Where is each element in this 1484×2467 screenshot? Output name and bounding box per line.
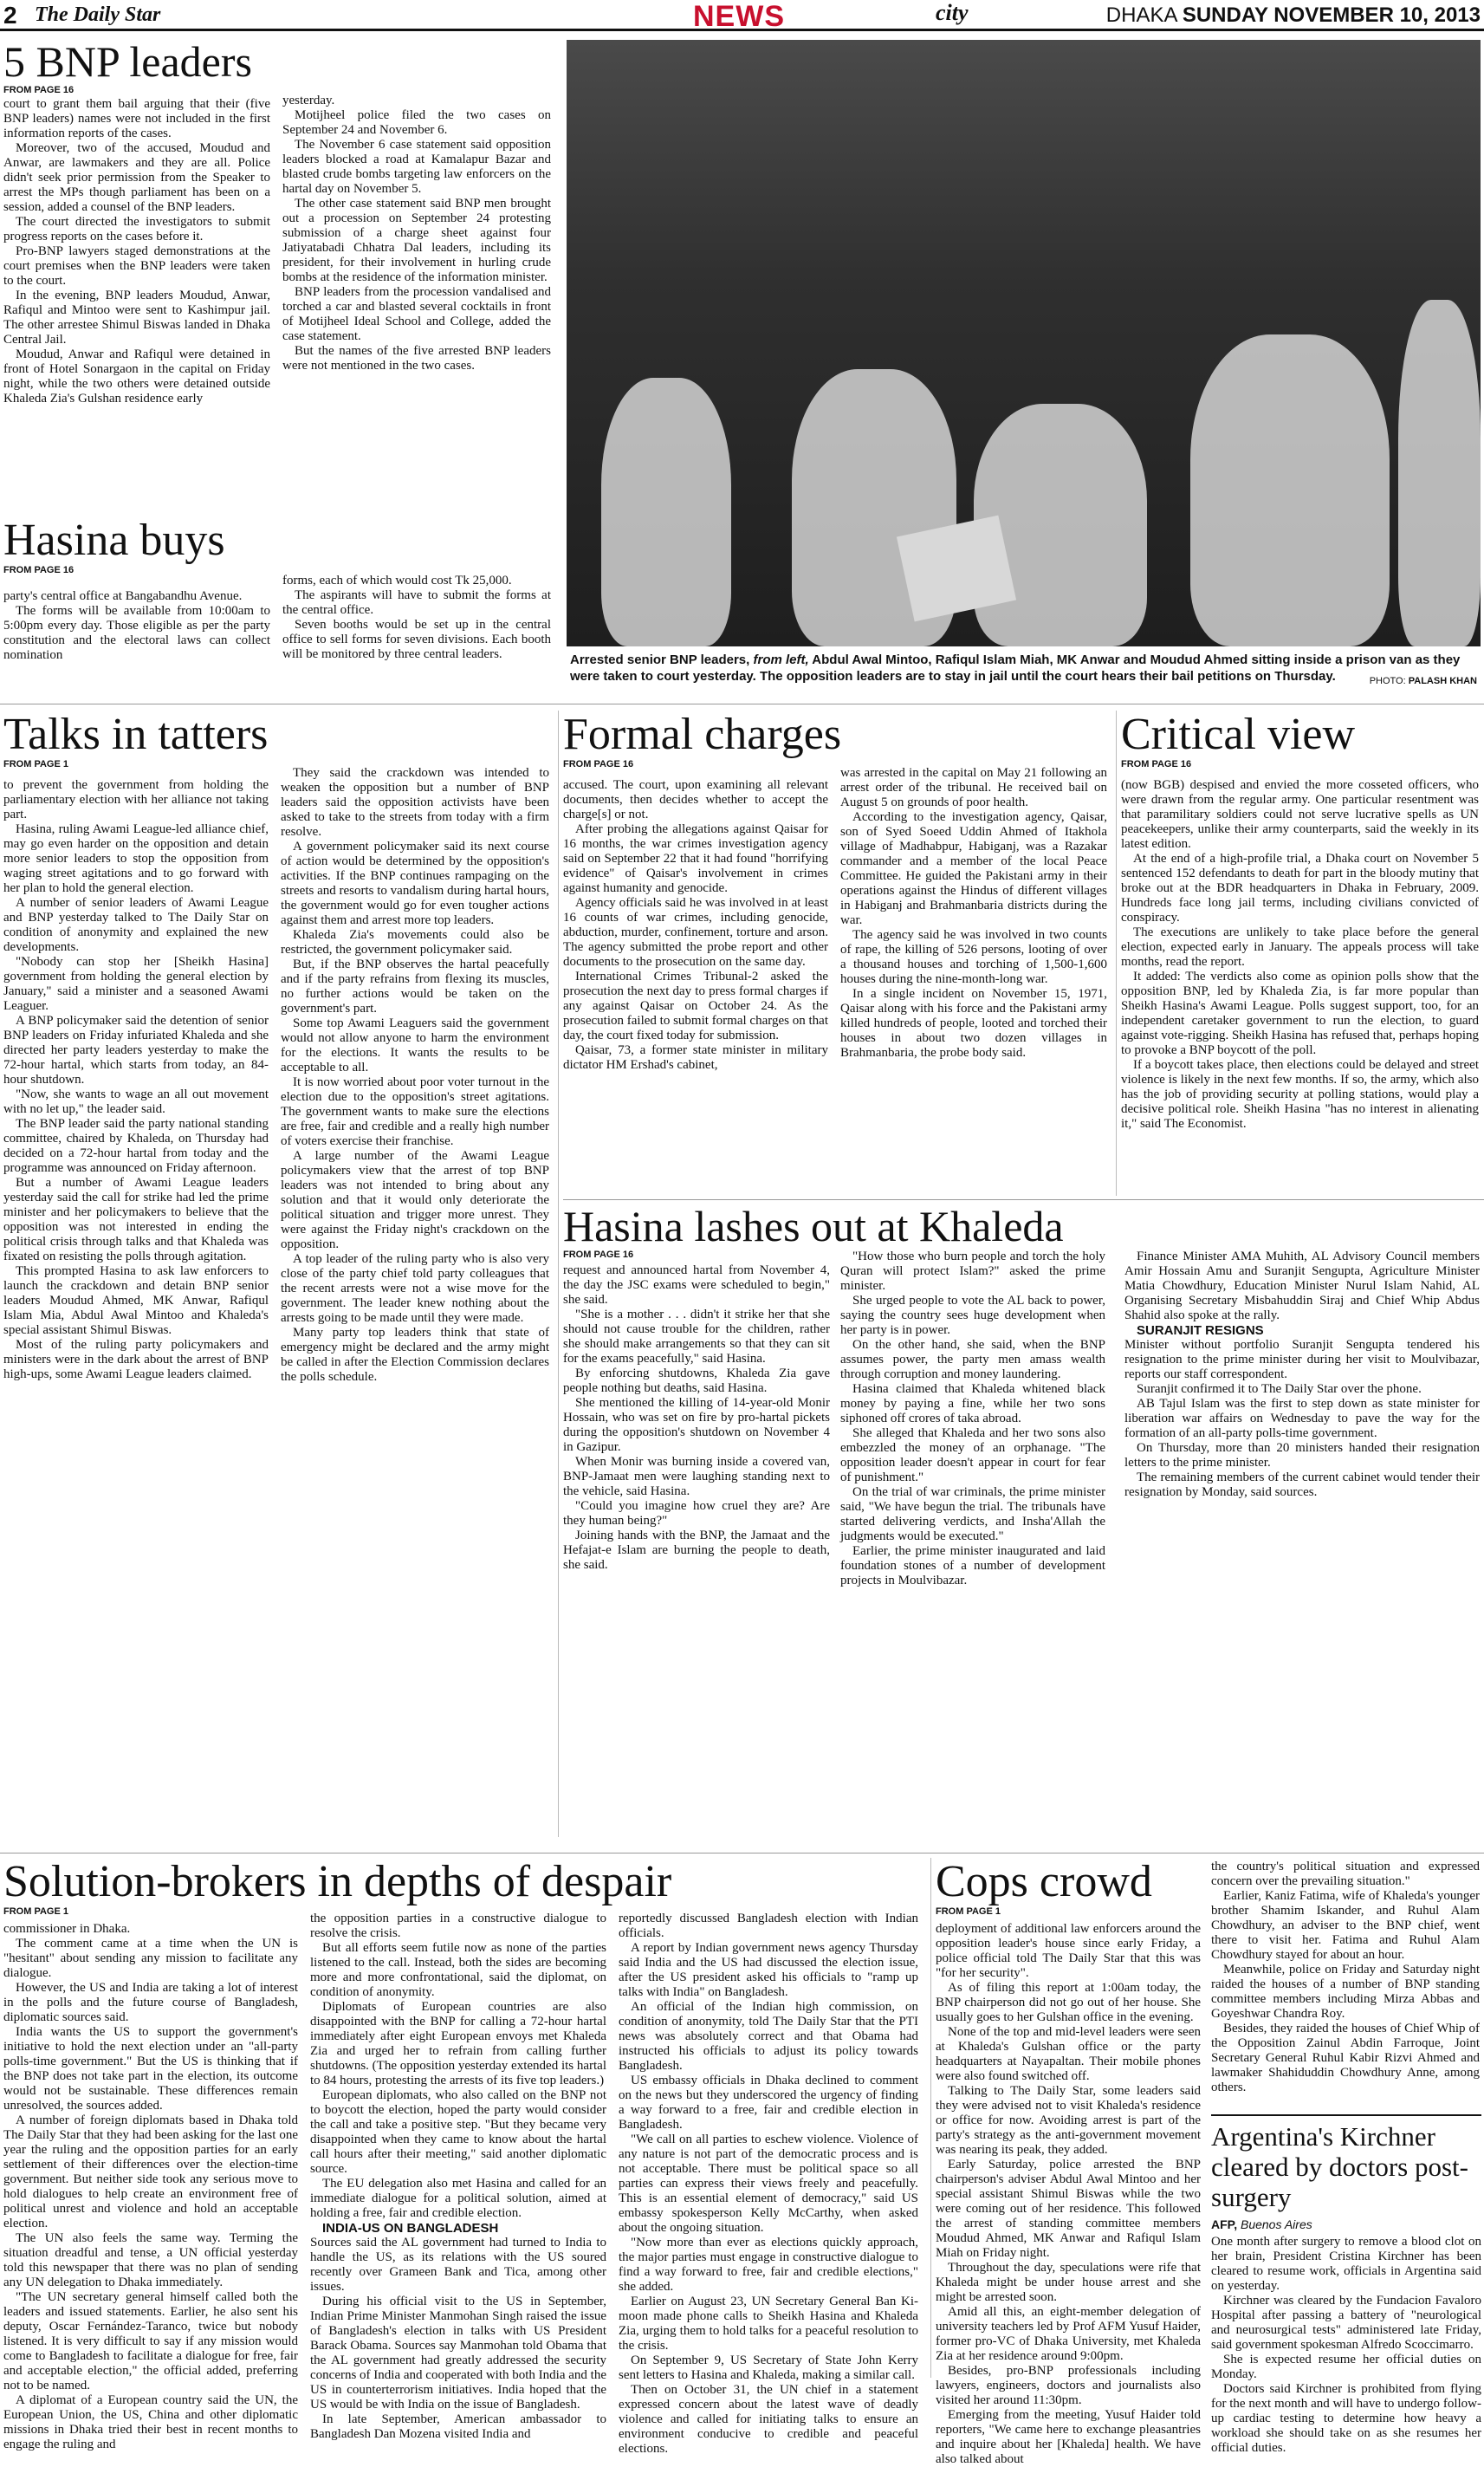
article-argentina-kirchner [1211, 2114, 1481, 2455]
from-page-label: FROM PAGE 1 [3, 1906, 68, 1917]
headline: Hasina lashes out at Khaleda [563, 1202, 1064, 1250]
from-page-label: FROM PAGE 16 [563, 759, 634, 769]
article-hasina-buys [3, 518, 554, 688]
article-critical-view [1121, 712, 1481, 1198]
headline: Formal charges [563, 710, 842, 759]
column-1: party's central office at Bangabandhu Avenue. The forms will be available from 10:00am to 5:00pm every day. Those eligible as per the party constitution and the electoral laws can collect nomination [3, 589, 270, 662]
column-1: commissioner in Dhaka. The comment came at a time when the UN is "hesitant" about sending any mission to facilitate any dialogue. However, the US and India are taking a lot of interest in the polls and the future course of Bangladesh, diplomatic sources said. India wants the US to support the government's initiative to hold the next election under an "all-party polls-time government." But the US is thinking that if the BNP does not take part in the election, its outcome would not be sustainable. These differences remain unresolved, the sources added. A number of foreign diplomats based in Dhaka told The Daily Star that they had been asking for the last one year the ruling and the opposition parties for an early settlement of their differences over the election-time government. But neither side took any serious move to hold dialogues to help create an environment free of political unrest and violence and hold an acceptable election. The UN also feels the same way. Terming the situation dreadful and tense, a UN official yesterday told this newspaper that there was no plan of sending any UN delegation to Dhaka immediately. "The UN secretary general himself called both the leaders and issued statements. Earlier, he also sent his deputy, Oscar Fernández-Taranco, twice but nobody listened. It is very difficult to say if any mission would come to Bangladesh to facilitate a dialogue for free, fair and acceptable election," the official added, preferring not to be named. A diplomat of a European country said the UN, the European Union, the US, China and other diplomatic missions in Dhaka tried their best in recent months to engage the ruling and [3, 1922, 298, 2451]
headline: Solution-brokers in depths of despair [3, 1857, 672, 1906]
column-rule [930, 1858, 931, 2378]
headline: Argentina's Kirchner cleared by doctors post-surgery [1211, 2121, 1468, 2212]
from-page-label: FROM PAGE 16 [3, 85, 75, 95]
subhead: SURANJIT RESIGNS [1137, 1323, 1264, 1338]
photo-credit: PHOTO: PALASH KHAN [1369, 676, 1477, 686]
article-body: One month after surgery to remove a blood clot on her brain, President Cristina Kirchner has been cleared to resume work, officials in Argentina said on yesterday. Kirchner was cleared by the Fundacion Favaloro Hospital after passing a battery of "neurological and neurosurgical tests" administered late Friday, said government spokesman Alfredo Scoccimarro. She is expected resume her official duties on Monday. Doctors said Kirchner is prohibited from flying for the next month and will have to undergo follow-up cardiac testing to determine how heavy a workload she should take on as she resumes her official duties. [1211, 2235, 1481, 2455]
divider [563, 1199, 1484, 1200]
headline: Hasina buys [3, 516, 225, 565]
from-page-label: FROM PAGE 16 [563, 1250, 634, 1260]
page-number: 2 [3, 2, 17, 29]
column-2: They said the crackdown was intended to weaken the opposition but a number of BNP leaders said the opposition activists have been asked to take to the streets from today with a firm resolve. A government policymaker said its next course of action would be determined by the opposition's activities. If the BNP continues rampaging on the streets and resorts to vandalism during hartal hours, the government would go for even tougher actions against them and arrest more top leaders. Khaleda Zia's movements could also be restricted, the government policymaker said. But, if the BNP observes the hartal peacefully and if the party refrains from flexing its muscles, no further actions would be taken on the government's part. Some top Awami Leaguers said the government would not allow anyone to harm the environment for the elections. It wants the results to be acceptable to all. It is now worried about poor voter turnout in the election due to the opposition's street agitations. The government wants to make sure the elections are free, fair and credible and a really high number of voters exercise their franchise. A large number of the Awami League policymakers view that the arrest of top BNP leaders was not intended to bring about any solution and that it would only deteriorate the political situation and trigger more unrest. They were against the Friday night's crackdown on the opposition. A top leader of the ruling party who is also very close of the party chief told party colleagues that the recent arrests were not a wise move for the government. The leader knew nothing about the arrests going to be made until they were made. Many party top leaders think that state of emergency might be declared and the army might be called in after the Election Commission declares the polls schedule. [281, 766, 549, 1384]
column-2: "How those who burn people and torch the holy Quran will protect Islam?" asked the prime minister. She urged people to vote the AL back to power, saying the country sees huge development when her party is in power. On the other hand, she said, when the BNP assumes power, the party men amass wealth through corruption and money laundering. Hasina claimed that Khaleda whitened black money by paying a fine, while her two sons siphoned off crores of taka abroad. She alleged that Khaleda and her two sons also embezzled the money of an orphanage. "The opposition leader doesn't appear in court for fear of punishment." On the trial of war criminals, the prime minister said, "We have begun the trial. The tribunals have started delivering verdicts, and Insha'Allah the judgments would be executed." Earlier, the prime minister inaugurated and laid foundation stones of a number of development projects in Moulvibazar. [840, 1250, 1105, 1587]
column-2: the country's political situation and expressed concern over the prevailing situation." Earlier, Kaniz Fatima, wife of Khaleda's younger brother Shamim Iskander, and Ruhul Alam Chowdhury, an adviser to the BNP chief, went there to visit her. Fatima and Ruhul Alam Chowdhury stayed for about an hour. Meanwhile, police on Friday and Saturday night raided the houses of a number of BNP standing committee members including Mirza Abbas and Goyeshwar Chandra Roy. Besides, they raided the houses of Chief Whip of the Opposition Zainul Abdin Farroque, Joint Secretary General Ruhul Kabir Rizvi Ahmed and lawmaker Shahiduddin Chowdhury Anne, among others. [1211, 1860, 1480, 2094]
from-page-label: FROM PAGE 16 [3, 565, 75, 575]
column-rule [558, 711, 559, 1837]
headline: Talks in tatters [3, 710, 269, 759]
column-3: Finance Minister AMA Muhith, AL Advisory Council members Amir Hossain Amu and Suranjit Sengupta, Agriculture Minister Matia Chowdhury, Education Minister Nurul Islam Nahid, AL Organising Secretary Misbahuddin Siraj and Chief Whip Abdus Shahid also spoke at the rally. SURANJIT RESIGNS Minister without portfolio Suranjit Sengupta tendered his resignation to the prime minister during her visit to Moulvibazar, reports our staff correspondent. Suranjit confirmed it to The Daily Star over the phone. AB Tajul Islam was the first to step down as state minister for liberation war affairs on Wednesday to pave the way for the formation of an all-party polls-time government. On Thursday, more than 20 ministers handed their resignation letters to the prime minister. The remaining members of the current cabinet would tender their resignation by Monday, said sources. [1124, 1250, 1480, 1499]
article-formal-charges [563, 712, 1109, 1198]
byline: AFP, Buenos Aires [1211, 2217, 1312, 2231]
column-3: reportedly discussed Bangladesh election with Indian officials. A report by Indian government news agency Thursday said India and the US had discussed the election issue, after the US president asked his officials to "ramp up talks with India" on Bangladesh. An official of the Indian high commission, on condition of anonymity, told The Daily Star that the PTI news was absolutely correct and that Obama had instructed his officials to adjust its policy towards Bangladesh. US embassy officials in Dhaka declined to comment on the news but they underscored the urgency of finding a way forward to a free, fair and credible election in Bangladesh. "We call on all parties to eschew violence. Violence of any nature is not part of the democratic process and is not acceptable. There must be political space so all parties can express their views freely and peacefully. This is an essential element of democracy," said US embassy spokesperson Kelly McCarthy, when asked about the ongoing situation. "Now more than ever as elections quickly approach, the major parties must engage in constructive dialogue to find a way forward to free, fair and credible elections," she added. Earlier on August 23, UN Secretary General Ban Ki-moon made phone calls to Sheikh Hasina and Khaleda Zia, urging them to hold talks for a peaceful resolution to the crisis. On September 9, US Secretary of State John Kerry sent letters to Hasina and Khaleda, making a similar call. Then on October 31, the UN chief in a statement expressed concern about the latest wave of deadly violence and called for initiating talks to ensure an environment conducive to credible and peaceful elections. [619, 1912, 918, 2456]
headline: Critical view [1121, 710, 1356, 759]
column-2: yesterday. Motijheel police filed the two cases on September 24 and November 6. The November 6 case statement said opposition leaders blocked a road at Kamalapur Bazar and blasted crude bombs targeting law enforcers on the hartal day on November 5. The other case statement said BNP men brought out a procession on September 24 protesting submission of a charge sheet against four Jatiyatabadi Chhatra Dal leaders, including its president, for their involvement in hurling crude bombs at the residence of the information minister. BNP leaders from the procession vandalised and torched a car and blasted several cocktails in front of Motijheel Ideal School and College, added the case statement. But the names of the five arrested BNP leaders were not mentioned in the two cases. [282, 94, 551, 373]
column-1: court to grant them bail arguing that their (five BNP leaders) names were not included in the first information reports of the cases. Moreover, two of the accused, Moudud and Anwar, are lawmakers and they are all. Police didn't seek prior permission from the Speaker to arrest the MPs though parliament has been on a session, added a counsel of the BNP leaders. The court directed the investigators to submit progress reports on the cases before it. Pro-BNP lawyers staged demonstrations at the court premises when the BNP leaders were taken to the court. In the evening, BNP leaders Moudud, Anwar, Rafiqul and Mintoo were sent to Kashimpur jail. The other arrestee Shimul Biswas landed in Dhaka Central Jail. Moudud, Anwar and Rafiqul were detained in front of Hotel Sonargaon in the capital on Friday night, while the two others were detained outside Khaleda Zia's Gulshan residence early [3, 97, 270, 406]
article-hasina-lashes-out [563, 1204, 1481, 1846]
column-1: deployment of additional law enforcers around the opposition leader's house since early Friday, a police official told The Daily Star that this was "for her security". As of filing this report at 1:00am today, the BNP chairperson did not go out of her house. She usually goes to her Gulshan office in the evening. None of the top and mid-level leaders were seen at Khaleda's Gulshan office or the party headquarters at Nayapaltan. Their mobile phones were also found switched off. Talking to The Daily Star, some leaders said they were advised not to visit Khaleda's residence or office for now. Avoiding arrest is part of the party's strategy as the anti-government movement was nearing its peak, they added. Early Saturday, police arrested the BNP chairperson's adviser Abdul Awal Mintoo and her special assistant Shimul Biswas while the two were coming out of her residence. This followed the arrest of standing committee members Moudud Ahmed, MK Anwar and Rafiqul Islam Miah on Friday night. Throughout the day, speculations were rife that Khaleda might be under house arrest and she might be arrested soon. Amid all this, an eight-member delegation of university teachers led by Prof AFM Yusuf Haider, former pro-VC of Dhaka University, met Khaleda Zia at her residence around 9:00pm. Besides, pro-BNP professionals including lawyers, engineers, doctors and journalists also visited her around 11:30pm. Emerging from the meeting, Yusuf Haider told reporters, "We came here to exchange pleasantries and inquire about her [Khaleda] health. We have also talked about [936, 1922, 1201, 2466]
column-1: accused. The court, upon examining all relevant documents, then decides whether to accept the charge[s] or not. After probing the allegations against Qaisar for 16 months, the war crimes investigation agency said on September 22 that it had found "horrifying evidence" of Qaisar's involvement in crimes against humanity and genocide. Agency officials said he was involved in at least 16 counts of war crimes, including genocide, abduction, murder, confinement, torture and arson. The agency submitted the probe report and other documents to the prosecution on the same day. International Crimes Tribunal-2 asked the prosecution the next day to press formal charges if any against Qaisar on October 24. As the prosecution failed to submit formal charges on that day, the court fixed today for submission. Qaisar, 73, a former state minister in military dictator HM Ershad's cabinet, [563, 778, 828, 1072]
column-2: forms, each of which would cost Tk 25,000. The aspirants will have to submit the forms at the central office. Seven booths would be set up in the central office to sell forms for seven divisions. Each booth will be monitored by three central leaders. [282, 574, 551, 661]
from-page-label: FROM PAGE 1 [936, 1906, 1001, 1917]
article-solution-brokers [3, 1857, 922, 2456]
from-page-label: FROM PAGE 1 [3, 759, 68, 769]
page-header [0, 0, 1484, 31]
article-talks-in-tatters [3, 712, 551, 1847]
from-page-label: FROM PAGE 16 [1121, 759, 1192, 769]
column-2: was arrested in the capital on May 21 following an arrest order of the tribunal. He received bail on August 5 on grounds of poor health. According to the investigation agency, Qaisar, son of Syed Soeed Uddin Ahmed of Itakhola village of Madhabpur, Habiganj, was a Razakar commander and a member of the local Peace Committee. He guided the Pakistani army in their operations against the Hindus of different villages in Habiganj and Brahmanbaria districts during the war. The agency said he was involved in two counts of rape, the killing of 526 persons, looting of over a thousand houses and torching of 1,500-1,600 houses during the nine-month-long war. In a single incident on November 15, 1971, Qaisar along with his force and the Pakistani army killed hundreds of people, looted and torched their houses in about two dozen villages in Brahmanbaria, the probe body said. [840, 766, 1107, 1060]
section-label: NEWS [693, 0, 785, 33]
subhead: INDIA-US ON BANGLADESH [322, 2221, 499, 2236]
column-1: to prevent the government from holding the parliamentary election with her alliance not taking part. Hasina, ruling Awami League-led alliance chief, may go even harder on the opposition and detain more senior leaders to stop the opposition from waging street agitations and to go forward with her plan to hold the general election. A number of senior leaders of Awami League and BNP yesterday talked to The Daily Star on condition of anonymity and explained the new developments. "Nobody can stop her [Sheikh Hasina] government from holding the general election by January," said a minister and a seasoned Awami Leaguer. A BNP policymaker said the detention of senior BNP leaders on Friday infuriated Khaleda and she directed her party leaders yesterday to make the 72-hour hartal, which starts from today, an 84-hour shutdown. "Now, she wants to wage an all out movement with no let up," the leader said. The BNP leader said the party national standing committee, chaired by Khaleda, on Thursday had decided on a 72-hour hartal from today and the programme was announced on Friday afternoon. But a number of Awami League leaders yesterday said the call for strike had led the prime minister and her policymakers to believe that the opposition was not interested in ending the political crisis through talks and that Khaleda was fixated on resisting the polls through agitation. This prompted Hasina to ask law enforcers to launch the crackdown and detain BNP senior leaders Moudud Ahmed, MK Anwar, Rafiqul Islam Mia, Abdul Awal Mintoo and Khaleda's special assistant Shimul Biswas. Most of the ruling party policymakers and ministers were in the dark about the arrest of BNP high-ups, some Awami League leaders claimed. [3, 778, 269, 1381]
subsection-label: city [936, 0, 969, 25]
photo-caption: Arrested senior BNP leaders, from left, Abdul Awal Mintoo, Rafiqul Islam Miah, MK Anwar and Moudud Ahmed sitting inside a prison van as they were taken to court yesterday. The opposition leaders are to stay in jail until the court hears their bail petitions on Thursday. [570, 652, 1461, 684]
headline: 5 BNP leaders [3, 37, 252, 86]
column-1: (now BGB) despised and envied the more cosseted officers, who were drawn from the regular army. One particular resentment was that paramilitary soldiers could not serve lucrative spells as UN peacekeepers, unlike their army counterparts, said the weekly in its latest edition. At the end of a high-profile trial, a Dhaka court on November 5 sentenced 152 defendants to death for part in the bloody mutiny that broke out at the BDR headquarters in Dhaka in February, 2009. Hundreds face long jail terms, including civilians convicted of conspiracy. The executions are unlikely to take place before the general election, expected early in January. The appeals process will take months, read the report. It added: The verdicts also come as opinion polls show that the opposition BNP, led by Khaleda Zia, is far more popular than Sheikh Hasina's Awami League. Polls suggest support, too, for an independent caretaker government to run the election, to guard against vote-rigging. Sheikh Hasina has refused that, perhaps hoping to provoke a BNP boycott of the poll. If a boycott takes place, then elections could be delayed and street violence is likely in the next few months. If so, the army, which also has the job of providing security at polling stations, would play a decisive political role. Sheikh Hasina "has no interest in alienating it," said The Economist. [1121, 778, 1479, 1131]
column-rule [1116, 711, 1117, 1196]
dateline: DHAKA SUNDAY NOVEMBER 10, 2013 [1105, 3, 1481, 27]
masthead-logo: The Daily Star [35, 3, 161, 26]
article-bnp-leaders [3, 37, 554, 508]
news-photo [567, 40, 1481, 646]
column-2: the opposition parties in a constructive dialogue to resolve the crisis. But all efforts seem futile now as none of the parties listened to the call. Instead, both the sides are becoming more and more confrontational, said the diplomat, on condition of anonymity. Diplomats of European countries are also disappointed with the BNP for calling a 72-hour hartal immediately after eight European envoys met Khaleda Zia and urged her to refrain from calling further shutdowns. (The opposition yesterday extended its hartal to 84 hours, protesting the arrests of its five top leaders.) European diplomats, who also called on the BNP not to boycott the election, hoped the party would consider the call and take a positive step. "But they became very disappointed when they came to know about the hartal call hours after their meeting," said another diplomatic source. The EU delegation also met Hasina and called for an immediate dialogue for a political solution, aimed at holding a free, fair and credible election. INDIA-US ON BANGLADESH Sources said the AL government had turned to India to handle the US, as its relations with the US soured recently over Grameen Bank and Tica, among other issues. During his official visit to the US in September, Indian Prime Minister Manmohan Singh raised the issue of Bangladesh's election in talks with US President Barack Obama. Sources say Manmohan told Obama that the AL government had greatly addressed the security concerns of India and cooperated with both India and the US in counterterrorism initiatives. India hoped that the US would be with India on the issue of Bangladesh. In late September, American ambassador to Bangladesh Dan Mozena visited India and [310, 1912, 607, 2441]
headline: Cops crowd [936, 1857, 1152, 1906]
column-1: request and announced hartal from November 4, the day the JSC exams were scheduled to begin," she said. "She is a mother . . . didn't it strike her that she should not cause trouble for the children, rather she should make arrangements so that they can sit for the exams peacefully," said Hasina. By enforcing shutdowns, Khaleda Zia gave people nothing but deaths, said Hasina. She mentioned the killing of 14-year-old Monir Hossain, who was set on fire by pro-hartal pickets during the opposition's shutdown on November 4 in Gazipur. When Monir was burning inside a covered van, BNP-Jamaat men were laughing standing next to the vehicle, said Hasina. "Could you imagine how cruel they are? Are they human being?" Joining hands with the BNP, the Jamaat and the Hefajat-e Islam are burning the people to death, she said. [563, 1263, 830, 1572]
